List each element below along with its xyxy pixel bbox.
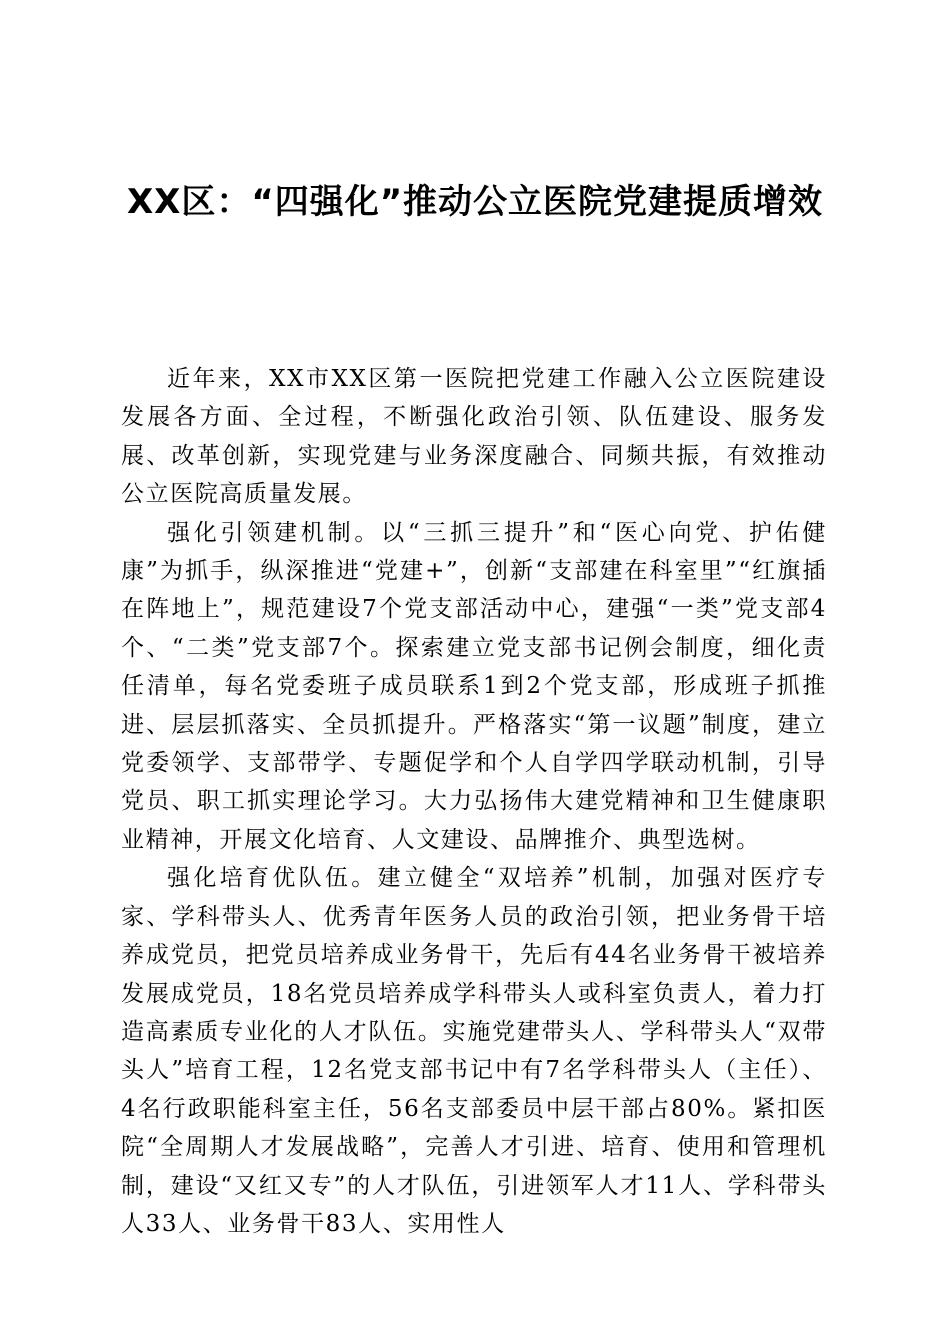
document-body — [121, 360, 827, 1243]
paragraph-intro: 近年来，XX市XX区第一医院把党建工作融入公立医院建设发展各方面、全过程，不断强化政治引领、队伍建设、服务发展、改革创新，实现党建与业务深度融合、同频共振，有效推动公立医院高质量发展。 — [121, 366, 827, 508]
paragraph-mechanism: 强化引领建机制。以“三抓三提升”和“医心向党、护佑健康”为抓手，纵深推进“党建+”，创新“支部建在科室里”“红旗插在阵地上”，规范建设7个党支部活动中心，建强“一类”党支部4个、“二类”党支部7个。探索建立党支部书记例会制度，细化责任清单，每名党委班子成员联系1到2个党支部，形成班子抓推进、层层抓落实、全员抓提升。严格落实“第一议题”制度，建立党委领学、支部带学、专题促学和个人自学四学联动机制，引导党员、职工抓实理论学习。大力弘扬伟大建党精神和卫生健康职业精神，开展文化培育、人文建设、品牌推介、典型选树。 — [121, 519, 827, 853]
document-title: XX区：“四强化”推动公立医院党建提质增效 — [126, 182, 824, 222]
paragraph-team: 强化培育优队伍。建立健全“双培养”机制，加强对医疗专家、学科带头人、优秀青年医务人员的政治引领，把业务骨干培养成党员，把党员培养成业务骨干，先后有44名业务骨干被培养发展成党员，18名党员培养成学科带头人或科室负责人，着力打造高素质专业化的人才队伍。实施党建带头人、学科带头人“双带头人”培育工程，12名党支部书记中有7名学科带头人（主任）、4名行政职能科室主任，56名支部委员中层干部占80%。紧扣医院“全周期人才发展战略”，完善人才引进、培育、使用和管理机制，建设“又红又专”的人才队伍，引进领军人才11人、学科带头人33人、业务骨干83人、实用性人 — [121, 865, 827, 1237]
